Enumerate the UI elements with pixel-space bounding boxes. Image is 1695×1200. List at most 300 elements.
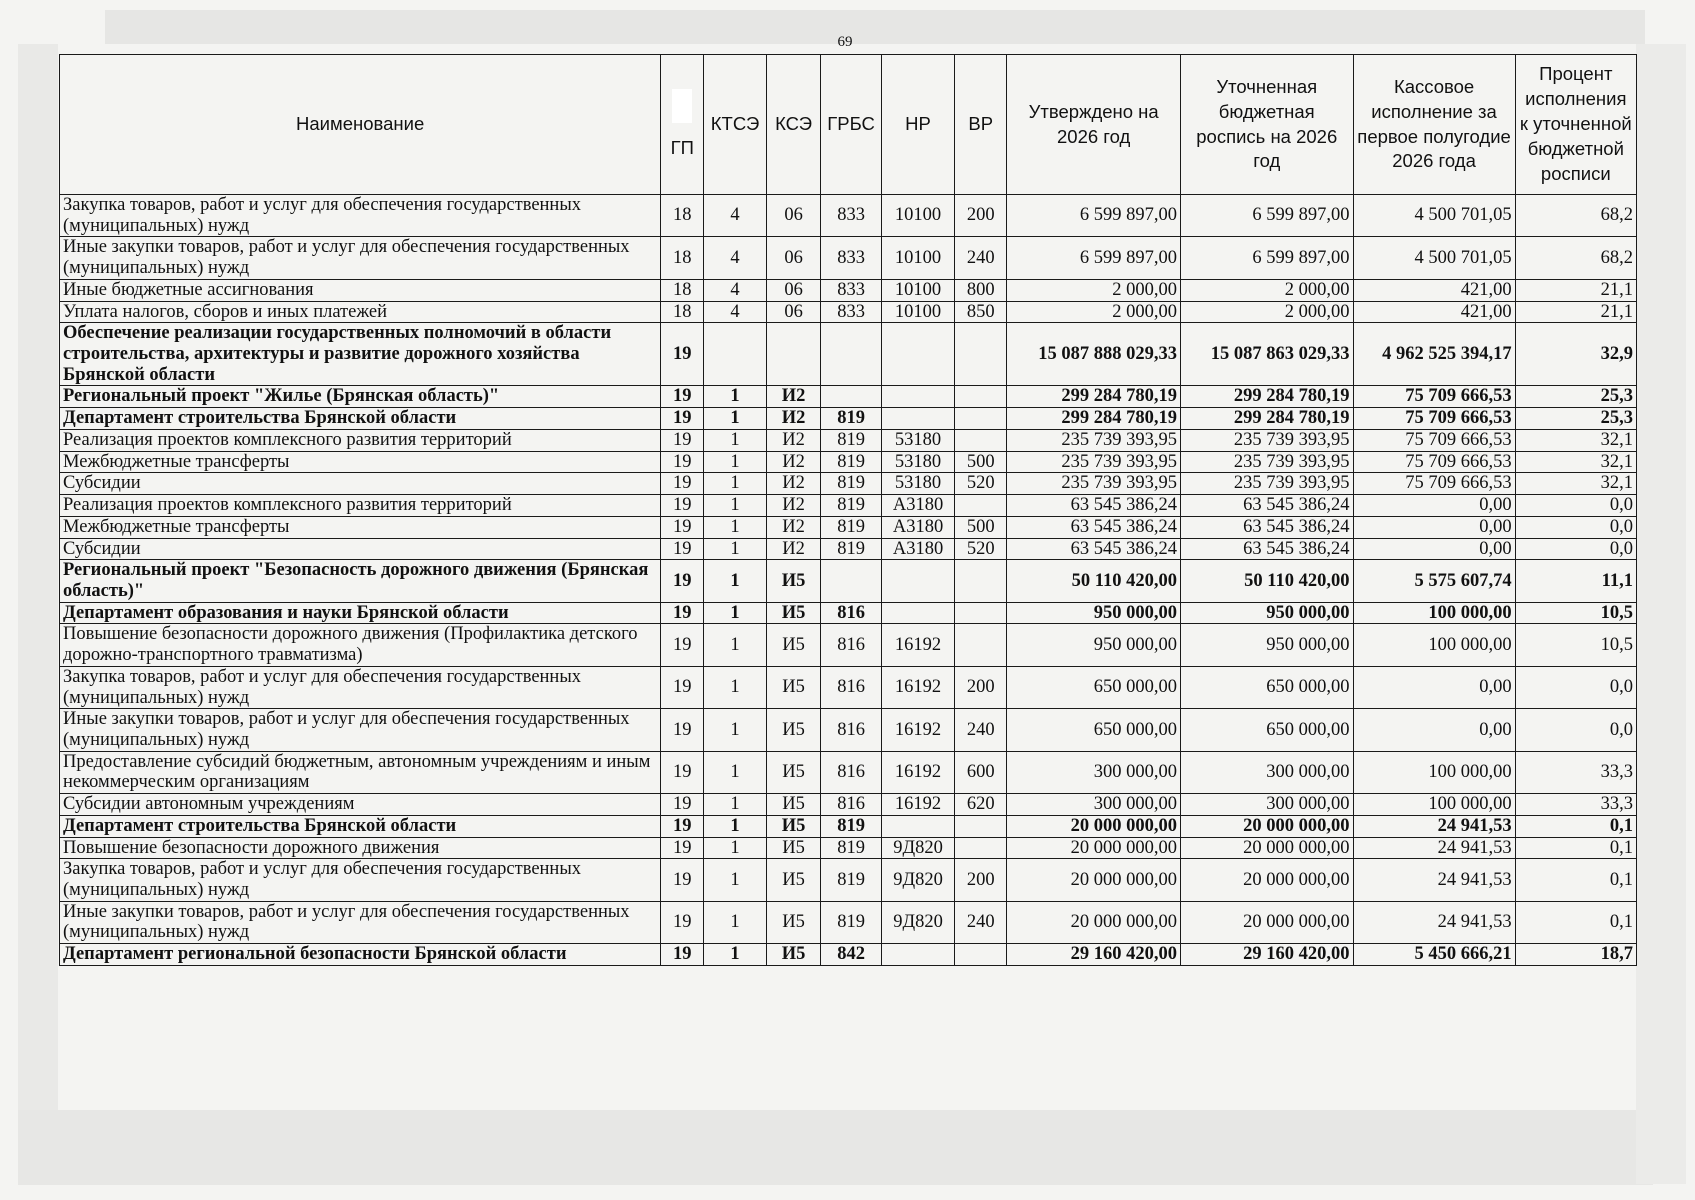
row-approved: 20 000 000,00 [1007, 815, 1181, 837]
row-grbs: 816 [821, 602, 882, 624]
row-ktse: 1 [704, 473, 767, 495]
row-name: Департамент образования и науки Брянской области [60, 602, 661, 624]
row-cash: 4 500 701,05 [1353, 195, 1515, 237]
row-name: Реализация проектов комплексного развития территорий [60, 429, 661, 451]
row-gp: 19 [661, 666, 704, 708]
table-row [60, 279, 1637, 301]
row-percent: 33,3 [1515, 751, 1636, 793]
scan-edge-right [1636, 44, 1686, 1184]
row-name: Повышение безопасности дорожного движения (Профилактика детского дорожно-транспортного травматизма) [60, 624, 661, 666]
row-grbs: 816 [821, 666, 882, 708]
table-row [60, 408, 1637, 430]
row-percent: 11,1 [1515, 560, 1636, 602]
header-percent: Процент исполнения к уточненной бюджетной росписи [1515, 55, 1636, 195]
row-gp: 19 [661, 386, 704, 408]
row-refined: 235 739 393,95 [1180, 429, 1353, 451]
row-vr: 200 [955, 859, 1007, 901]
row-kse: И2 [766, 408, 820, 430]
row-nr: А3180 [881, 495, 954, 517]
row-cash: 421,00 [1353, 301, 1515, 323]
row-approved: 20 000 000,00 [1007, 859, 1181, 901]
row-refined: 15 087 863 029,33 [1180, 323, 1353, 386]
row-cash: 24 941,53 [1353, 901, 1515, 943]
row-grbs: 819 [821, 429, 882, 451]
row-gp: 18 [661, 301, 704, 323]
table-row [60, 794, 1637, 816]
whiteout-mark [672, 89, 692, 123]
row-kse [766, 323, 820, 386]
row-vr: 600 [955, 751, 1007, 793]
row-approved: 235 739 393,95 [1007, 473, 1181, 495]
row-refined: 6 599 897,00 [1180, 195, 1353, 237]
row-percent: 21,1 [1515, 279, 1636, 301]
header-row [60, 55, 1637, 195]
row-name: Закупка товаров, работ и услуг для обеспечения государственных (муниципальных) нужд [60, 859, 661, 901]
table-row [60, 602, 1637, 624]
row-ktse: 1 [704, 794, 767, 816]
table-row [60, 323, 1637, 386]
row-gp: 19 [661, 709, 704, 751]
row-kse: И5 [766, 709, 820, 751]
row-nr: А3180 [881, 516, 954, 538]
table-row [60, 386, 1637, 408]
row-ktse: 4 [704, 279, 767, 301]
row-kse: 06 [766, 237, 820, 279]
row-kse: И5 [766, 944, 820, 966]
row-grbs: 819 [821, 538, 882, 560]
row-cash: 100 000,00 [1353, 624, 1515, 666]
row-kse: И5 [766, 815, 820, 837]
row-nr: 16192 [881, 709, 954, 751]
row-gp: 19 [661, 560, 704, 602]
row-name: Закупка товаров, работ и услуг для обеспечения государственных (муниципальных) нужд [60, 195, 661, 237]
row-percent: 32,1 [1515, 473, 1636, 495]
row-name: Уплата налогов, сборов и иных платежей [60, 301, 661, 323]
row-percent: 32,1 [1515, 451, 1636, 473]
row-cash: 75 709 666,53 [1353, 386, 1515, 408]
row-vr [955, 495, 1007, 517]
table-row [60, 859, 1637, 901]
row-gp: 18 [661, 279, 704, 301]
row-percent: 0,0 [1515, 538, 1636, 560]
table-row [60, 901, 1637, 943]
row-approved: 299 284 780,19 [1007, 408, 1181, 430]
table-row [60, 195, 1637, 237]
row-gp: 19 [661, 602, 704, 624]
row-gp: 19 [661, 495, 704, 517]
row-ktse: 1 [704, 944, 767, 966]
row-grbs: 833 [821, 237, 882, 279]
row-cash: 75 709 666,53 [1353, 429, 1515, 451]
row-percent: 0,1 [1515, 901, 1636, 943]
row-vr: 800 [955, 279, 1007, 301]
row-percent: 25,3 [1515, 408, 1636, 430]
row-ktse: 1 [704, 429, 767, 451]
row-nr [881, 944, 954, 966]
row-name: Обеспечение реализации государственных полномочий в области строительства, архитектуры и развитие дорожного хозяйства Брянской области [60, 323, 661, 386]
row-name: Субсидии [60, 473, 661, 495]
header-ktse: КТСЭ [704, 55, 767, 195]
row-approved: 29 160 420,00 [1007, 944, 1181, 966]
row-percent: 68,2 [1515, 237, 1636, 279]
row-kse: И2 [766, 386, 820, 408]
row-percent: 68,2 [1515, 195, 1636, 237]
row-name: Иные закупки товаров, работ и услуг для обеспечения государственных (муниципальных) нужд [60, 237, 661, 279]
row-ktse: 1 [704, 516, 767, 538]
row-percent: 21,1 [1515, 301, 1636, 323]
row-refined: 29 160 420,00 [1180, 944, 1353, 966]
row-percent: 33,3 [1515, 794, 1636, 816]
row-grbs: 819 [821, 451, 882, 473]
row-vr: 850 [955, 301, 1007, 323]
table-row [60, 751, 1637, 793]
row-ktse: 1 [704, 495, 767, 517]
row-cash: 100 000,00 [1353, 602, 1515, 624]
row-grbs: 833 [821, 279, 882, 301]
header-cash: Кассовое исполнение за первое полугодие 2026 года [1353, 55, 1515, 195]
row-nr: 9Д820 [881, 837, 954, 859]
row-grbs [821, 386, 882, 408]
row-ktse: 1 [704, 837, 767, 859]
row-cash: 4 500 701,05 [1353, 237, 1515, 279]
row-vr: 620 [955, 794, 1007, 816]
row-refined: 300 000,00 [1180, 751, 1353, 793]
row-cash: 24 941,53 [1353, 837, 1515, 859]
row-grbs: 819 [821, 859, 882, 901]
row-vr [955, 944, 1007, 966]
row-grbs: 816 [821, 794, 882, 816]
row-approved: 2 000,00 [1007, 279, 1181, 301]
header-gp [661, 55, 704, 195]
row-percent: 25,3 [1515, 386, 1636, 408]
row-name: Предоставление субсидий бюджетным, автономным учреждениям и иным некоммерческим организациям [60, 751, 661, 793]
row-gp: 19 [661, 451, 704, 473]
row-name: Межбюджетные трансферты [60, 516, 661, 538]
row-vr: 520 [955, 538, 1007, 560]
row-kse: И5 [766, 602, 820, 624]
row-approved: 300 000,00 [1007, 794, 1181, 816]
row-gp: 19 [661, 944, 704, 966]
row-cash: 0,00 [1353, 666, 1515, 708]
row-ktse: 4 [704, 301, 767, 323]
header-grbs: ГРБС [821, 55, 882, 195]
row-refined: 950 000,00 [1180, 602, 1353, 624]
row-gp: 19 [661, 624, 704, 666]
row-kse: И5 [766, 859, 820, 901]
row-refined: 63 545 386,24 [1180, 538, 1353, 560]
row-grbs: 842 [821, 944, 882, 966]
table-row [60, 709, 1637, 751]
row-vr: 240 [955, 237, 1007, 279]
row-nr: 9Д820 [881, 901, 954, 943]
row-ktse: 1 [704, 666, 767, 708]
row-refined: 63 545 386,24 [1180, 495, 1353, 517]
row-kse: И5 [766, 901, 820, 943]
row-kse: И2 [766, 429, 820, 451]
row-name: Региональный проект "Безопасность дорожного движения (Брянская область)" [60, 560, 661, 602]
row-gp: 19 [661, 429, 704, 451]
row-kse: И2 [766, 516, 820, 538]
row-vr [955, 624, 1007, 666]
header-nr: НР [881, 55, 954, 195]
row-approved: 300 000,00 [1007, 751, 1181, 793]
row-nr: 16192 [881, 624, 954, 666]
table-row [60, 560, 1637, 602]
row-gp: 19 [661, 837, 704, 859]
row-refined: 650 000,00 [1180, 666, 1353, 708]
row-gp: 19 [661, 538, 704, 560]
header-name: Наименование [60, 55, 661, 195]
row-refined: 20 000 000,00 [1180, 837, 1353, 859]
row-grbs: 816 [821, 751, 882, 793]
row-ktse [704, 323, 767, 386]
row-vr [955, 602, 1007, 624]
row-refined: 235 739 393,95 [1180, 451, 1353, 473]
row-gp: 19 [661, 323, 704, 386]
row-gp: 19 [661, 859, 704, 901]
row-kse: И5 [766, 837, 820, 859]
row-cash: 0,00 [1353, 516, 1515, 538]
row-kse: И5 [766, 751, 820, 793]
row-nr: 10100 [881, 195, 954, 237]
row-ktse: 1 [704, 624, 767, 666]
table-row [60, 666, 1637, 708]
row-approved: 650 000,00 [1007, 666, 1181, 708]
row-ktse: 4 [704, 195, 767, 237]
row-name: Департамент строительства Брянской области [60, 815, 661, 837]
row-vr: 500 [955, 451, 1007, 473]
row-nr: 53180 [881, 429, 954, 451]
row-vr [955, 815, 1007, 837]
row-refined: 20 000 000,00 [1180, 815, 1353, 837]
table-row [60, 837, 1637, 859]
row-cash: 421,00 [1353, 279, 1515, 301]
row-kse: И5 [766, 560, 820, 602]
scan-edge-bottom [18, 1110, 1653, 1185]
row-grbs: 819 [821, 837, 882, 859]
row-ktse: 1 [704, 451, 767, 473]
row-nr: 16192 [881, 751, 954, 793]
row-refined: 63 545 386,24 [1180, 516, 1353, 538]
row-grbs: 816 [821, 624, 882, 666]
row-gp: 19 [661, 794, 704, 816]
row-nr: А3180 [881, 538, 954, 560]
row-kse: 06 [766, 195, 820, 237]
row-refined: 299 284 780,19 [1180, 386, 1353, 408]
row-vr [955, 837, 1007, 859]
row-refined: 20 000 000,00 [1180, 901, 1353, 943]
table-body [60, 195, 1637, 966]
row-percent: 18,7 [1515, 944, 1636, 966]
row-refined: 6 599 897,00 [1180, 237, 1353, 279]
header-approved: Утверждено на 2026 год [1007, 55, 1181, 195]
row-vr: 240 [955, 709, 1007, 751]
row-cash: 75 709 666,53 [1353, 451, 1515, 473]
row-percent: 10,5 [1515, 602, 1636, 624]
row-approved: 2 000,00 [1007, 301, 1181, 323]
row-gp: 19 [661, 751, 704, 793]
row-vr [955, 560, 1007, 602]
row-ktse: 1 [704, 408, 767, 430]
table-row [60, 495, 1637, 517]
row-nr [881, 560, 954, 602]
row-name: Повышение безопасности дорожного движения [60, 837, 661, 859]
row-refined: 950 000,00 [1180, 624, 1353, 666]
header-refined: Уточненная бюджетная роспись на 2026 год [1180, 55, 1353, 195]
header-vr: ВР [955, 55, 1007, 195]
row-cash: 75 709 666,53 [1353, 473, 1515, 495]
table-row [60, 538, 1637, 560]
row-grbs: 819 [821, 815, 882, 837]
row-nr: 10100 [881, 237, 954, 279]
row-grbs: 816 [821, 709, 882, 751]
row-kse: И2 [766, 451, 820, 473]
row-approved: 15 087 888 029,33 [1007, 323, 1181, 386]
header-kse: КСЭ [766, 55, 820, 195]
row-percent: 0,0 [1515, 495, 1636, 517]
row-kse: 06 [766, 279, 820, 301]
row-nr: 16192 [881, 794, 954, 816]
row-ktse: 1 [704, 386, 767, 408]
row-kse: И2 [766, 538, 820, 560]
row-vr [955, 408, 1007, 430]
row-approved: 299 284 780,19 [1007, 386, 1181, 408]
row-approved: 20 000 000,00 [1007, 837, 1181, 859]
row-gp: 19 [661, 901, 704, 943]
row-approved: 235 739 393,95 [1007, 451, 1181, 473]
table-row [60, 815, 1637, 837]
row-vr: 240 [955, 901, 1007, 943]
row-cash: 100 000,00 [1353, 751, 1515, 793]
table-row [60, 237, 1637, 279]
row-nr: 53180 [881, 473, 954, 495]
row-percent: 0,0 [1515, 666, 1636, 708]
row-cash: 100 000,00 [1353, 794, 1515, 816]
row-cash: 0,00 [1353, 495, 1515, 517]
row-name: Департамент региональной безопасности Брянской области [60, 944, 661, 966]
row-grbs: 819 [821, 495, 882, 517]
row-gp: 18 [661, 237, 704, 279]
row-refined: 235 739 393,95 [1180, 473, 1353, 495]
row-nr [881, 602, 954, 624]
row-refined: 650 000,00 [1180, 709, 1353, 751]
row-gp: 19 [661, 473, 704, 495]
table-row [60, 429, 1637, 451]
scan-edge-left [18, 44, 58, 1184]
row-approved: 63 545 386,24 [1007, 495, 1181, 517]
row-ktse: 1 [704, 751, 767, 793]
row-approved: 235 739 393,95 [1007, 429, 1181, 451]
row-kse: И5 [766, 794, 820, 816]
row-grbs: 819 [821, 901, 882, 943]
row-ktse: 1 [704, 538, 767, 560]
row-name: Региональный проект "Жилье (Брянская область)" [60, 386, 661, 408]
row-approved: 950 000,00 [1007, 624, 1181, 666]
row-nr: 16192 [881, 666, 954, 708]
row-approved: 6 599 897,00 [1007, 237, 1181, 279]
row-approved: 950 000,00 [1007, 602, 1181, 624]
table-row [60, 451, 1637, 473]
row-ktse: 1 [704, 859, 767, 901]
row-kse: И2 [766, 495, 820, 517]
row-cash: 75 709 666,53 [1353, 408, 1515, 430]
row-refined: 2 000,00 [1180, 301, 1353, 323]
row-nr [881, 815, 954, 837]
row-name: Межбюджетные трансферты [60, 451, 661, 473]
row-nr: 9Д820 [881, 859, 954, 901]
row-refined: 2 000,00 [1180, 279, 1353, 301]
row-cash: 24 941,53 [1353, 859, 1515, 901]
row-kse: 06 [766, 301, 820, 323]
table-row [60, 944, 1637, 966]
row-gp: 19 [661, 408, 704, 430]
row-grbs [821, 323, 882, 386]
row-cash: 4 962 525 394,17 [1353, 323, 1515, 386]
row-vr: 500 [955, 516, 1007, 538]
row-approved: 63 545 386,24 [1007, 538, 1181, 560]
row-refined: 20 000 000,00 [1180, 859, 1353, 901]
row-ktse: 1 [704, 602, 767, 624]
row-grbs: 819 [821, 473, 882, 495]
row-vr [955, 386, 1007, 408]
page-number: 69 [837, 34, 853, 50]
row-nr: 53180 [881, 451, 954, 473]
row-refined: 50 110 420,00 [1180, 560, 1353, 602]
row-cash: 24 941,53 [1353, 815, 1515, 837]
row-nr [881, 408, 954, 430]
row-refined: 299 284 780,19 [1180, 408, 1353, 430]
row-kse: И5 [766, 666, 820, 708]
row-grbs: 833 [821, 301, 882, 323]
row-cash: 0,00 [1353, 709, 1515, 751]
row-kse: И5 [766, 624, 820, 666]
row-cash: 0,00 [1353, 538, 1515, 560]
row-percent: 32,1 [1515, 429, 1636, 451]
table-header [60, 55, 1637, 195]
row-ktse: 1 [704, 815, 767, 837]
row-name: Иные закупки товаров, работ и услуг для обеспечения государственных (муниципальных) нужд [60, 709, 661, 751]
row-percent: 0,0 [1515, 516, 1636, 538]
row-vr [955, 429, 1007, 451]
row-name: Субсидии [60, 538, 661, 560]
row-ktse: 1 [704, 901, 767, 943]
row-approved: 20 000 000,00 [1007, 901, 1181, 943]
table-row [60, 473, 1637, 495]
row-nr [881, 386, 954, 408]
row-grbs: 833 [821, 195, 882, 237]
row-cash: 5 450 666,21 [1353, 944, 1515, 966]
row-approved: 650 000,00 [1007, 709, 1181, 751]
row-percent: 0,1 [1515, 837, 1636, 859]
row-nr: 10100 [881, 279, 954, 301]
row-vr [955, 323, 1007, 386]
row-name: Субсидии автономным учреждениям [60, 794, 661, 816]
row-vr: 200 [955, 666, 1007, 708]
row-ktse: 1 [704, 709, 767, 751]
row-approved: 50 110 420,00 [1007, 560, 1181, 602]
budget-execution-table [59, 54, 1637, 966]
row-name: Реализация проектов комплексного развития территорий [60, 495, 661, 517]
row-cash: 5 575 607,74 [1353, 560, 1515, 602]
row-gp: 19 [661, 815, 704, 837]
row-approved: 6 599 897,00 [1007, 195, 1181, 237]
row-nr [881, 323, 954, 386]
row-percent: 10,5 [1515, 624, 1636, 666]
row-ktse: 4 [704, 237, 767, 279]
row-percent: 0,0 [1515, 709, 1636, 751]
row-name: Департамент строительства Брянской области [60, 408, 661, 430]
row-name: Закупка товаров, работ и услуг для обеспечения государственных (муниципальных) нужд [60, 666, 661, 708]
